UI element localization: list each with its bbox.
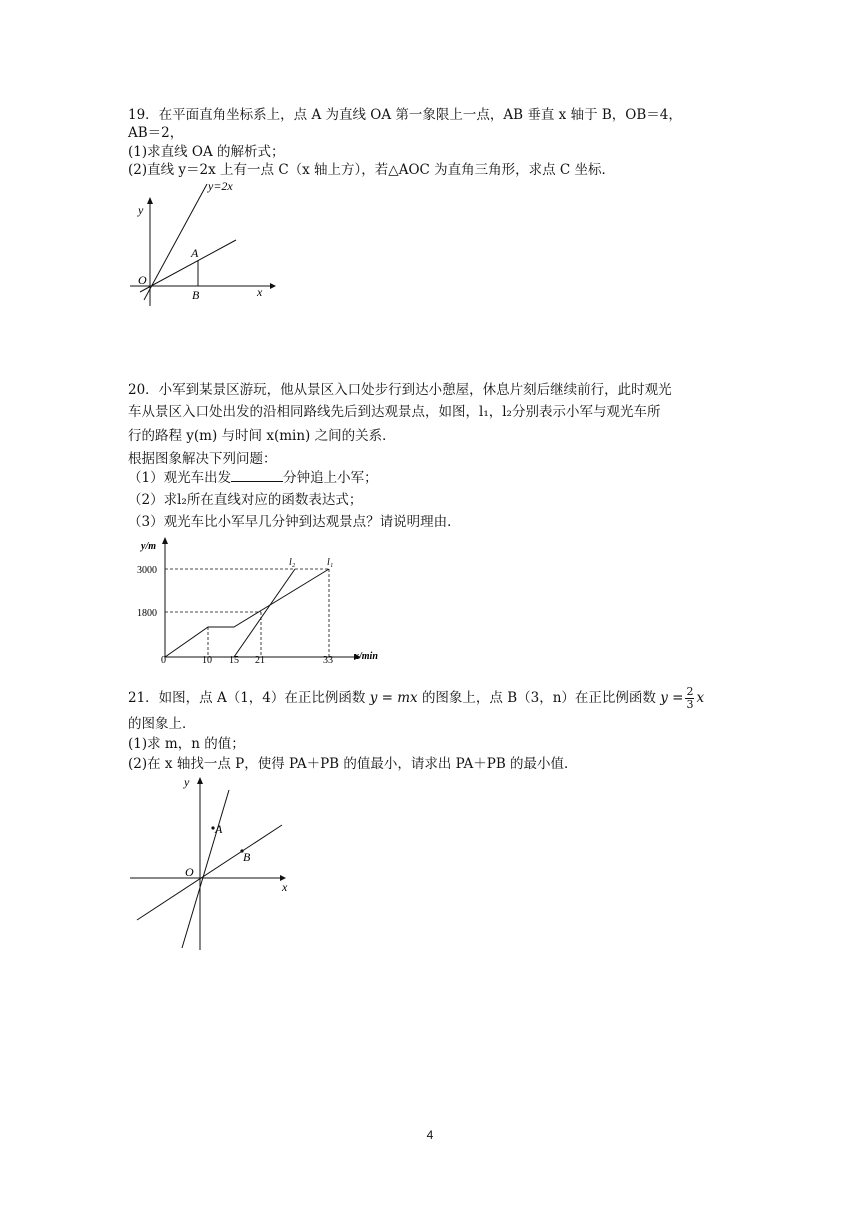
x-axis-label: x/min [354, 651, 378, 662]
q21-point-b-label: B [243, 850, 251, 864]
l2-label: l₂ [289, 557, 296, 568]
q20-part1-prefix: （1）观光车出发 [128, 470, 232, 486]
q19-figure [120, 178, 280, 308]
x-tick-0: 0 [161, 655, 166, 666]
answer-blank [231, 469, 283, 482]
x-tick-15: 15 [229, 655, 239, 666]
x-tick-10: 10 [202, 655, 212, 666]
q19-point-a-label: A [191, 246, 199, 260]
q20-line1: 20．小军到某景区游玩，他从景区入口处步行到达小憩屋，休息片刻后继续前行，此时观光 [128, 382, 672, 398]
l1-label: l₁ [327, 557, 334, 568]
l1-series-line [165, 569, 329, 657]
q21-line1 [128, 686, 704, 711]
q20-part1-suffix: 分钟追上小军； [283, 470, 378, 486]
q20-part3: （3）观光车比小军早几分钟到达观景点？请说明理由． [128, 514, 461, 530]
q21-func-mx: y = mx [369, 690, 418, 706]
q20-part1 [128, 469, 378, 487]
x-tick-33: 33 [323, 655, 333, 666]
q21-line1-a: 21．如图，点 A（1，4）在正比例函数 [128, 690, 366, 706]
q21-figure [125, 770, 305, 952]
l2-series-line [234, 569, 295, 657]
q20-line2: 车从景区入口处出发的沿相同路线先后到达观景点，如图，l₁，l₂分别表示小军与观光车所 [128, 404, 661, 420]
q21-y-label: y [184, 775, 190, 789]
q21-part1: (1)求 m，n 的值； [128, 736, 245, 752]
q19-line1: 19．在平面直角坐标系上，点 A 为直线 OA 第一象限上一点，AB 垂直 x 轴于 B，OB＝4， [128, 107, 682, 123]
fraction-numerator: 2 [686, 685, 694, 698]
q20-chart [135, 535, 390, 667]
q20-line4: 根据图象解决下列问题： [128, 451, 277, 467]
q19-point-b-label: B [192, 288, 200, 302]
q19-line2: AB＝2， [128, 125, 184, 141]
q21-part2: (2)在 x 轴找一点 P，使得 PA＋PB 的值最小，请求出 PA＋PB 的最小值． [128, 756, 578, 772]
x-tick-21: 21 [255, 655, 265, 666]
q19-line-label: y=2x [208, 179, 233, 193]
q19-part2: (2)直线 y＝2x 上有一点 C（x 轴上方），若△AOC 为直角三角形，求点 C 坐标． [128, 162, 616, 178]
q21-frac-suffix: x [696, 690, 705, 706]
y-tick-1800: 1800 [137, 608, 157, 619]
q21-line1-c: 的图象上，点 B（3，n）在正比例函数 [421, 690, 656, 706]
q21-frac-prefix: y = [660, 690, 684, 706]
y-tick-3000: 3000 [137, 565, 157, 576]
fraction-denominator: 3 [686, 698, 694, 711]
q19-x-label: x [257, 285, 263, 299]
q21-point-a-label: A [215, 822, 223, 836]
q19-part1: (1)求直线 OA 的解析式； [128, 144, 285, 160]
q21-line2: 的图象上． [128, 716, 196, 732]
q21-x-label: x [282, 880, 288, 894]
q20-line3: 行的路程 y(m) 与时间 x(min) 之间的关系． [128, 428, 396, 444]
q21-origin-label: O [185, 865, 194, 879]
q20-part2: （2）求l₂所在直线对应的函数表达式； [128, 492, 363, 508]
fraction-two-thirds [685, 686, 694, 711]
q19-y-label: y [138, 203, 144, 217]
q19-origin-label: O [138, 273, 147, 287]
page-number: 4 [426, 1128, 434, 1142]
y-axis-label: y/m [141, 541, 156, 552]
